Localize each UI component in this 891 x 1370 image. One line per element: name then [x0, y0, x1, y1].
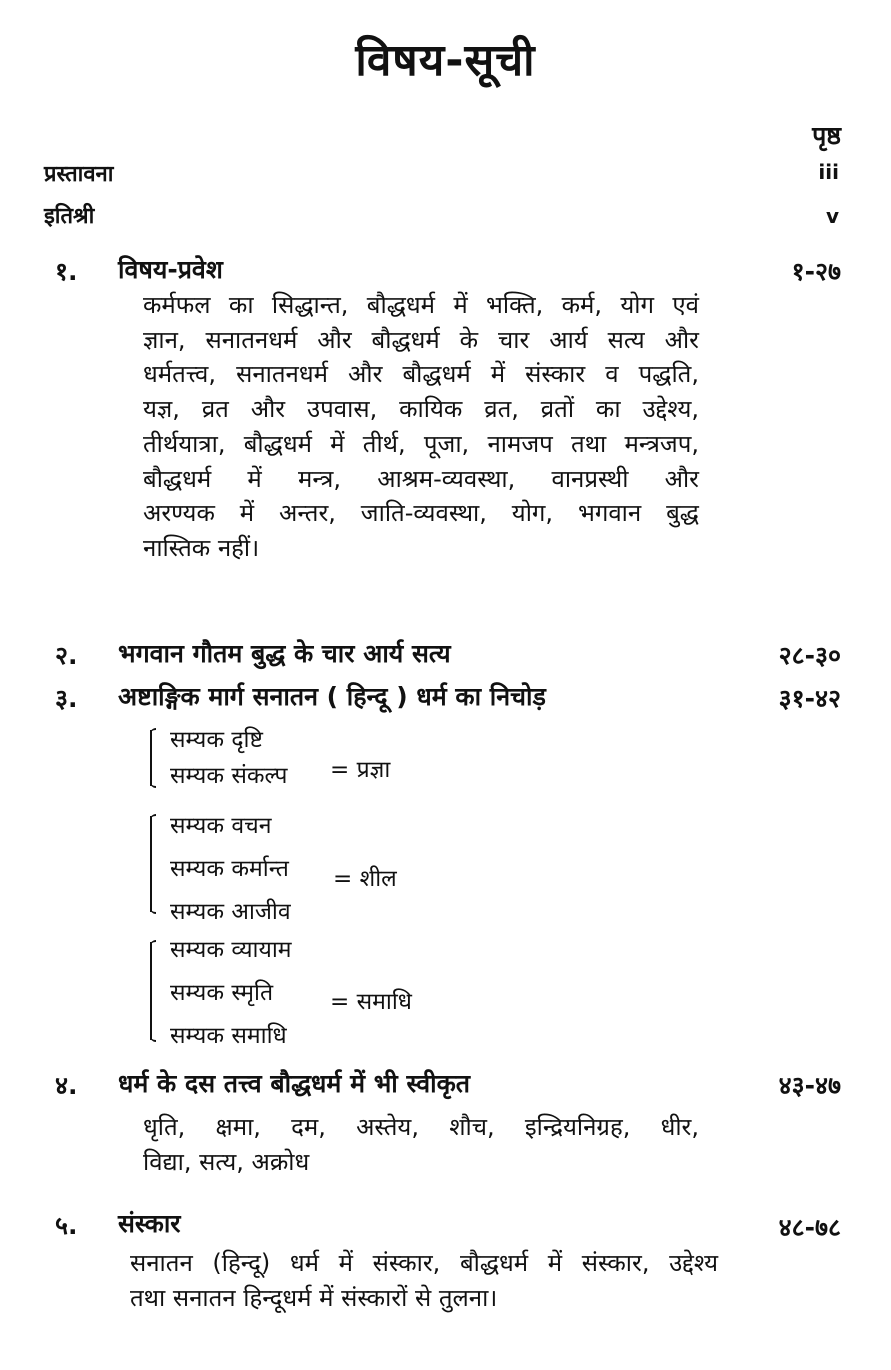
description-line: धृति, क्षमा, दम, अस्तेय, शौच, इन्द्रियनिग्रह, धीर,	[143, 1113, 699, 1141]
bracket	[150, 942, 162, 1040]
description-line: नास्तिक नहीं।	[143, 533, 260, 562]
description-line: तथा सनातन हिन्दूधर्म में संस्कारों से तुलना।	[130, 1283, 498, 1312]
chapter-description	[143, 1110, 699, 1179]
description-line: तीर्थयात्रा, बौद्धधर्म में तीर्थ, पूजा, नामजप तथा मन्त्रजप,	[143, 429, 699, 458]
chapter-pages: ३१-४२	[778, 684, 841, 713]
path-group-samadhi	[150, 932, 450, 1048]
group-label: = समाधि	[330, 989, 412, 1015]
description-line: कर्मफल का सिद्धान्त, बौद्धधर्म में भक्ति, कर्म, योग एवं	[143, 291, 699, 319]
chapter-title: भगवान गौतम बुद्ध के चार आर्य सत्य	[118, 639, 451, 668]
path-group-sheel	[150, 808, 450, 925]
path-item: सम्यक कर्मान्त	[170, 856, 289, 882]
chapter-title: अष्टाङ्गिक मार्ग सनातन ( हिन्दू ) धर्म का निचोड़	[118, 682, 546, 711]
chapter-number: ३.	[55, 684, 78, 713]
chapter-pages: ४८-७८	[778, 1213, 841, 1242]
path-item: सम्यक व्यायाम	[170, 937, 292, 963]
chapter-description	[143, 288, 699, 566]
group-label: = शील	[333, 866, 397, 892]
front-matter-page: v	[825, 204, 839, 228]
chapter-number: १.	[55, 257, 78, 286]
description-line: ज्ञान, सनातनधर्म और बौद्धधर्म के चार आर्य सत्य और	[143, 325, 699, 354]
path-group-prajna	[150, 722, 450, 794]
front-matter-page: iii	[818, 160, 839, 184]
group-label: = प्रज्ञा	[330, 757, 391, 783]
path-item: सम्यक आजीव	[170, 899, 291, 925]
path-item: सम्यक स्मृति	[170, 980, 274, 1006]
chapter-pages: १-२७	[791, 257, 841, 286]
chapter-number: २.	[55, 641, 78, 670]
description-line: अरण्यक में अन्तर, जाति-व्यवस्था, योग, भगवान बुद्ध	[143, 499, 699, 528]
path-item: सम्यक वचन	[170, 813, 272, 839]
description-line: सनातन (हिन्दू) धर्म में संस्कार, बौद्धधर्म में संस्कार, उद्देश्य	[130, 1249, 718, 1277]
path-item: सम्यक संकल्प	[170, 763, 288, 789]
path-item: सम्यक दृष्टि	[170, 727, 263, 753]
page-column-header: पृष्ठ	[812, 121, 841, 150]
bracket	[150, 816, 162, 912]
front-matter-label: प्रस्तावना	[44, 162, 114, 187]
bracket	[150, 730, 162, 786]
path-item: सम्यक समाधि	[170, 1023, 287, 1049]
front-matter-label: इतिश्री	[44, 204, 95, 229]
description-line: बौद्धधर्म में मन्त्र, आश्रम-व्यवस्था, वानप्रस्थी और	[143, 464, 699, 493]
chapter-title: संस्कार	[118, 1209, 181, 1238]
description-line: धर्मतत्त्व, सनातनधर्म और बौद्धधर्म में संस्कार व पद्धति,	[143, 360, 699, 389]
chapter-pages: २८-३०	[778, 641, 841, 670]
description-line: विद्या, सत्य, अक्रोध	[143, 1147, 310, 1176]
chapter-description	[130, 1246, 718, 1315]
chapter-title: धर्म के दस तत्त्व बौद्धधर्म में भी स्वीकृत	[118, 1069, 471, 1098]
chapter-pages: ४३-४७	[778, 1071, 841, 1100]
page-title: विषय-सूची	[355, 35, 536, 86]
chapter-title: विषय-प्रवेश	[118, 255, 223, 284]
chapter-number: ५.	[55, 1211, 78, 1240]
chapter-number: ४.	[55, 1071, 78, 1100]
description-line: यज्ञ, व्रत और उपवास, कायिक व्रत, व्रतों का उद्देश्य,	[143, 395, 699, 424]
